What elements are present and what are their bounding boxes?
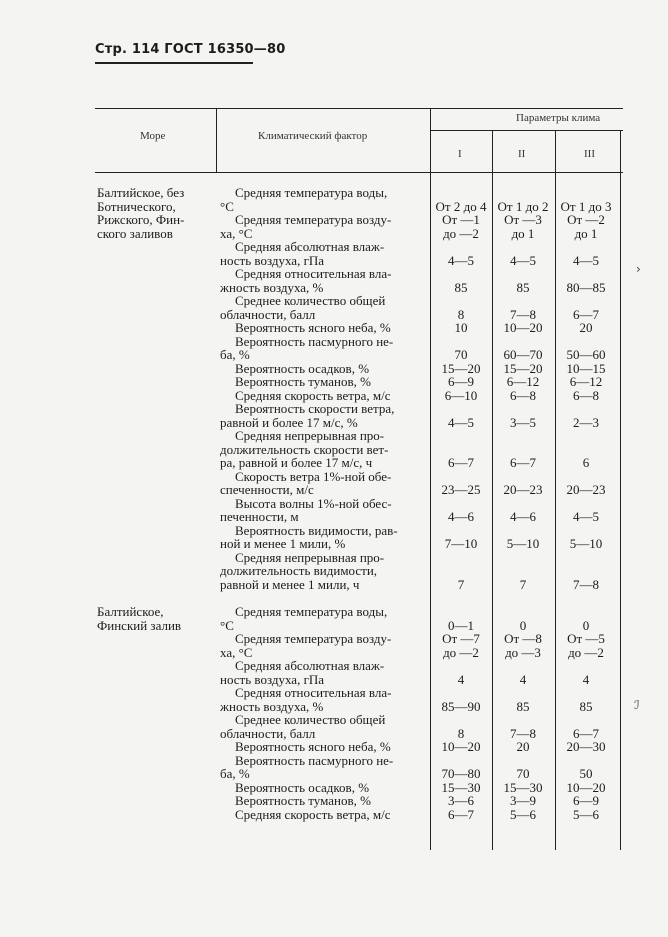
cell-line: 4 bbox=[457, 671, 465, 687]
param-value-v2 bbox=[494, 632, 552, 659]
cell-line: 5—6 bbox=[573, 806, 599, 822]
param-value-v3 bbox=[557, 200, 615, 214]
cell-line: должительность скорости вет- bbox=[220, 441, 389, 457]
column-divider-II bbox=[555, 130, 556, 850]
table-top-rule bbox=[95, 108, 623, 109]
cell-line: 15—20 bbox=[503, 360, 543, 376]
cell-line: 10—20 bbox=[441, 739, 481, 754]
cell-line: 0—1 bbox=[448, 617, 474, 633]
climate-factor bbox=[220, 794, 425, 808]
cell-line: 50—60 bbox=[566, 347, 606, 362]
cell-line: Вероятность осадков, % bbox=[235, 779, 370, 795]
param-value-v2 bbox=[494, 348, 552, 362]
cell-line: ба, % bbox=[220, 766, 250, 781]
param-value-v1 bbox=[432, 321, 490, 335]
param-value-v3 bbox=[557, 767, 615, 781]
param-value-v1 bbox=[432, 416, 490, 430]
cell-line: 10—20 bbox=[566, 779, 606, 795]
cell-line: 10 bbox=[454, 320, 468, 335]
cell-line: 60—70 bbox=[503, 347, 543, 362]
cell-line: равной и менее 1 мили, ч bbox=[220, 576, 360, 592]
param-value-v2 bbox=[494, 808, 552, 822]
cell-line: 6—8 bbox=[573, 387, 599, 403]
cell-line: От —8 bbox=[504, 631, 542, 646]
cell-line: Вероятность осадков, % bbox=[235, 360, 370, 376]
param-value-v2 bbox=[494, 537, 552, 551]
cell-line: до —2 bbox=[443, 644, 479, 660]
cell-line: 15—30 bbox=[441, 779, 481, 795]
param-value-v3 bbox=[557, 375, 615, 389]
cell-line: Средняя температура возду- bbox=[235, 631, 392, 646]
param-value-v2 bbox=[494, 321, 552, 335]
cell-line: 7—8 bbox=[573, 576, 599, 592]
cell-line: 20 bbox=[516, 739, 530, 754]
cell-line: 4—6 bbox=[448, 509, 474, 524]
param-value-v3 bbox=[557, 808, 615, 822]
param-value-v3 bbox=[557, 348, 615, 362]
cell-line: 6—12 bbox=[506, 374, 540, 389]
param-value-v2 bbox=[494, 794, 552, 808]
climate-factor bbox=[220, 808, 425, 822]
climate-factor bbox=[220, 713, 425, 740]
cell-line: ной и менее 1 мили, % bbox=[220, 536, 346, 551]
climate-factor bbox=[220, 470, 425, 497]
cell-line: 5—10 bbox=[506, 536, 540, 551]
param-value-v1 bbox=[432, 308, 490, 322]
cell-line: Среднее количество общей bbox=[235, 293, 386, 308]
page-header: Стр. 114 ГОСТ 16350—80 bbox=[95, 42, 286, 57]
cell-line: ха, °C bbox=[220, 225, 253, 241]
cell-line: 6 bbox=[582, 455, 590, 470]
cell-line: Средняя непрерывная про- bbox=[235, 549, 385, 565]
cell-line: до 1 bbox=[511, 225, 535, 241]
climate-factor bbox=[220, 213, 425, 240]
cell-line: Среднее количество общей bbox=[235, 712, 386, 727]
cell-line: Вероятность пасмурного не- bbox=[235, 333, 394, 349]
climate-factor bbox=[220, 754, 425, 781]
param-value-v1 bbox=[432, 348, 490, 362]
cell-line: От 1 до 3 bbox=[560, 198, 612, 214]
param-value-v3 bbox=[557, 537, 615, 551]
param-value-v2 bbox=[494, 740, 552, 754]
param-value-v3 bbox=[557, 483, 615, 497]
cell-line: должительность видимости, bbox=[220, 563, 378, 578]
param-value-v3 bbox=[557, 578, 615, 592]
climate-factor bbox=[220, 686, 425, 713]
param-value-v2 bbox=[494, 578, 552, 592]
column-divider-factor bbox=[430, 108, 431, 850]
cell-line: 10—20 bbox=[503, 320, 543, 335]
param-value-v3 bbox=[557, 727, 615, 741]
climate-factor bbox=[220, 294, 425, 321]
cell-line: Средняя абсолютная влаж- bbox=[235, 239, 385, 254]
param-value-v3 bbox=[557, 632, 615, 659]
param-value-v2 bbox=[494, 673, 552, 687]
margin-mark-bottom: ℐ bbox=[634, 698, 640, 712]
climate-factor bbox=[220, 402, 425, 429]
cell-line: 6—7 bbox=[448, 455, 474, 470]
param-value-v1 bbox=[432, 254, 490, 268]
param-value-v2 bbox=[494, 456, 552, 470]
climate-factor bbox=[220, 551, 425, 592]
param-value-v1 bbox=[432, 767, 490, 781]
param-value-v3 bbox=[557, 213, 615, 240]
cell-line: 7—10 bbox=[444, 536, 478, 551]
param-value-v2 bbox=[494, 781, 552, 795]
cell-line: 85 bbox=[516, 698, 530, 714]
cell-line: 4 bbox=[582, 671, 590, 687]
cell-line: 3—9 bbox=[510, 793, 536, 808]
cell-line: до —2 bbox=[568, 644, 604, 660]
param-value-v2 bbox=[494, 416, 552, 430]
cell-line: 10—15 bbox=[566, 360, 606, 376]
cell-line: 3—5 bbox=[510, 414, 536, 430]
cell-line: 6—9 bbox=[448, 374, 474, 389]
climate-factor bbox=[220, 740, 425, 754]
cell-line: до —3 bbox=[505, 644, 541, 660]
param-value-v1 bbox=[432, 456, 490, 470]
cell-line: 85 bbox=[579, 698, 593, 714]
param-value-v1 bbox=[432, 781, 490, 795]
cell-line: 20—23 bbox=[503, 482, 543, 497]
param-value-v1 bbox=[432, 700, 490, 714]
cell-line: Вероятность ясного неба, % bbox=[235, 320, 391, 335]
param-value-v1 bbox=[432, 200, 490, 214]
cell-line: 7—8 bbox=[510, 725, 536, 741]
cell-line: 7—8 bbox=[510, 306, 536, 322]
param-value-v2 bbox=[494, 389, 552, 403]
param-value-v2 bbox=[494, 375, 552, 389]
param-value-v1 bbox=[432, 537, 490, 551]
cell-line: Балтийское, bbox=[97, 604, 164, 619]
col-header-params: Параметры клима bbox=[516, 112, 601, 124]
param-value-v1 bbox=[432, 632, 490, 659]
param-value-v3 bbox=[557, 740, 615, 754]
cell-line: 15—30 bbox=[503, 779, 543, 795]
cell-line: От —7 bbox=[442, 631, 480, 646]
param-value-v2 bbox=[494, 510, 552, 524]
params-rule bbox=[431, 130, 623, 131]
param-value-v3 bbox=[557, 510, 615, 524]
cell-line: Вероятность туманов, % bbox=[235, 793, 371, 808]
param-value-v1 bbox=[432, 727, 490, 741]
param-value-v2 bbox=[494, 483, 552, 497]
param-value-v2 bbox=[494, 200, 552, 214]
param-value-v2 bbox=[494, 619, 552, 633]
climate-factor bbox=[220, 389, 425, 403]
cell-line: 4—6 bbox=[510, 509, 536, 524]
cell-line: Средняя относительная вла- bbox=[235, 266, 392, 281]
cell-line: 0 bbox=[582, 617, 590, 633]
cell-line: облачности, балл bbox=[220, 725, 316, 741]
cell-line: жность воздуха, % bbox=[220, 279, 324, 295]
col-header-sea: Море bbox=[140, 130, 166, 142]
col-header-factor: Климатический фактор bbox=[258, 130, 368, 142]
cell-line: Высота волны 1%-ной обес- bbox=[235, 495, 392, 511]
cell-line: Средняя скорость ветра, м/с bbox=[235, 806, 391, 822]
climate-factor bbox=[220, 186, 425, 213]
cell-line: 85—90 bbox=[441, 698, 481, 714]
climate-factor bbox=[220, 321, 425, 335]
column-divider-I bbox=[492, 130, 493, 850]
param-value-v2 bbox=[494, 767, 552, 781]
climate-factor bbox=[220, 267, 425, 294]
cell-line: От 2 до 4 bbox=[435, 198, 487, 214]
param-value-v3 bbox=[557, 619, 615, 633]
col-header-II: II bbox=[518, 148, 526, 160]
cell-line: Вероятность ясного неба, % bbox=[235, 739, 391, 754]
cell-line: 85 bbox=[454, 279, 468, 295]
cell-line: 4—5 bbox=[448, 252, 474, 268]
cell-line: От 1 до 2 bbox=[497, 198, 549, 214]
climate-factor bbox=[220, 605, 425, 632]
cell-line: Средняя скорость ветра, м/с bbox=[235, 387, 391, 403]
param-value-v2 bbox=[494, 362, 552, 376]
cell-line: облачности, балл bbox=[220, 306, 316, 322]
cell-line: 5—10 bbox=[569, 536, 603, 551]
cell-line: Финский залив bbox=[97, 617, 182, 633]
climate-factor bbox=[220, 429, 425, 470]
cell-line: 4—5 bbox=[573, 252, 599, 268]
cell-line: Балтийское, без bbox=[97, 185, 185, 200]
cell-line: Средняя абсолютная влаж- bbox=[235, 658, 385, 673]
param-value-v3 bbox=[557, 456, 615, 470]
cell-line: Вероятность туманов, % bbox=[235, 374, 371, 389]
param-value-v1 bbox=[432, 510, 490, 524]
climate-factor bbox=[220, 335, 425, 362]
cell-line: 50 bbox=[579, 766, 593, 781]
param-value-v1 bbox=[432, 362, 490, 376]
param-value-v1 bbox=[432, 483, 490, 497]
cell-line: Средняя температура возду- bbox=[235, 212, 392, 227]
cell-line: ха, °C bbox=[220, 644, 253, 660]
param-value-v1 bbox=[432, 213, 490, 240]
cell-line: 4—5 bbox=[573, 509, 599, 524]
climate-factor bbox=[220, 781, 425, 795]
cell-line: до —2 bbox=[443, 225, 479, 241]
cell-line: ность воздуха, гПа bbox=[220, 252, 325, 268]
cell-line: °C bbox=[220, 617, 234, 633]
table-header-rule bbox=[95, 172, 623, 173]
param-value-v2 bbox=[494, 727, 552, 741]
cell-line: 6—12 bbox=[569, 374, 603, 389]
param-value-v3 bbox=[557, 362, 615, 376]
param-value-v2 bbox=[494, 308, 552, 322]
cell-line: 8 bbox=[457, 725, 465, 741]
climate-factor bbox=[220, 362, 425, 376]
param-value-v3 bbox=[557, 700, 615, 714]
column-divider-sea bbox=[216, 108, 217, 173]
cell-line: 4—5 bbox=[510, 252, 536, 268]
cell-line: 6—10 bbox=[444, 387, 478, 403]
param-value-v3 bbox=[557, 416, 615, 430]
climate-factor bbox=[220, 375, 425, 389]
col-header-I: I bbox=[458, 148, 462, 160]
climate-factor bbox=[220, 240, 425, 267]
header-underline bbox=[95, 62, 253, 64]
cell-line: От —1 bbox=[442, 212, 480, 227]
cell-line: Ботнического, bbox=[97, 198, 176, 214]
col-header-III: III bbox=[584, 148, 595, 160]
cell-line: 80—85 bbox=[566, 279, 606, 295]
cell-line: 6—8 bbox=[510, 387, 536, 403]
cell-line: 20—30 bbox=[566, 739, 606, 754]
cell-line: 20—23 bbox=[566, 482, 606, 497]
sea-name bbox=[97, 186, 215, 240]
cell-line: жность воздуха, % bbox=[220, 698, 324, 714]
param-value-v2 bbox=[494, 254, 552, 268]
cell-line: 85 bbox=[516, 279, 530, 295]
param-value-v1 bbox=[432, 808, 490, 822]
cell-line: 8 bbox=[457, 306, 465, 322]
cell-line: 23—25 bbox=[441, 482, 481, 497]
cell-line: ра, равной и более 17 м/с, ч bbox=[220, 455, 373, 470]
cell-line: 6—7 bbox=[448, 806, 474, 822]
param-value-v1 bbox=[432, 794, 490, 808]
cell-line: равной и более 17 м/с, % bbox=[220, 414, 358, 430]
cell-line: 5—6 bbox=[510, 806, 536, 822]
cell-line: 6—9 bbox=[573, 793, 599, 808]
climate-factor bbox=[220, 659, 425, 686]
cell-line: Рижского, Фин- bbox=[97, 212, 185, 227]
cell-line: печенности, м bbox=[220, 509, 299, 524]
cell-line: Средняя относительная вла- bbox=[235, 685, 392, 700]
cell-line: 2—3 bbox=[573, 414, 599, 430]
cell-line: Средняя температура воды, bbox=[235, 185, 388, 200]
climate-factor bbox=[220, 524, 425, 551]
cell-line: 6—7 bbox=[573, 306, 599, 322]
param-value-v3 bbox=[557, 308, 615, 322]
param-value-v3 bbox=[557, 254, 615, 268]
cell-line: 20 bbox=[579, 320, 593, 335]
param-value-v3 bbox=[557, 389, 615, 403]
param-value-v1 bbox=[432, 578, 490, 592]
cell-line: От —3 bbox=[504, 212, 542, 227]
param-value-v3 bbox=[557, 794, 615, 808]
param-value-v1 bbox=[432, 375, 490, 389]
cell-line: ность воздуха, гПа bbox=[220, 671, 325, 687]
cell-line: 6—7 bbox=[510, 455, 536, 470]
margin-mark-top: › bbox=[636, 262, 641, 276]
cell-line: Средняя непрерывная про- bbox=[235, 428, 385, 443]
param-value-v3 bbox=[557, 281, 615, 295]
cell-line: спеченности, м/с bbox=[220, 482, 314, 497]
cell-line: Скорость ветра 1%-ной обе- bbox=[235, 468, 392, 484]
param-value-v1 bbox=[432, 389, 490, 403]
cell-line: 4 bbox=[519, 671, 527, 687]
cell-line: ского заливов bbox=[97, 225, 173, 241]
cell-line: Вероятность пасмурного не- bbox=[235, 752, 394, 768]
cell-line: Средняя температура воды, bbox=[235, 604, 388, 619]
sea-name bbox=[97, 605, 215, 632]
climate-factor bbox=[220, 632, 425, 659]
cell-line: ба, % bbox=[220, 347, 250, 362]
cell-line: Вероятность скорости ветра, bbox=[235, 401, 395, 416]
cell-line: 70 bbox=[516, 766, 530, 781]
param-value-v1 bbox=[432, 619, 490, 633]
param-value-v3 bbox=[557, 781, 615, 795]
param-value-v3 bbox=[557, 673, 615, 687]
cell-line: до 1 bbox=[574, 225, 598, 241]
cell-line: 70—80 bbox=[441, 766, 481, 781]
cell-line: 70 bbox=[454, 347, 468, 362]
param-value-v3 bbox=[557, 321, 615, 335]
param-value-v2 bbox=[494, 213, 552, 240]
cell-line: 4—5 bbox=[448, 414, 474, 430]
param-value-v2 bbox=[494, 700, 552, 714]
cell-line: Вероятность видимости, рав- bbox=[235, 522, 398, 538]
cell-line: От —5 bbox=[567, 631, 605, 646]
param-value-v1 bbox=[432, 673, 490, 687]
param-value-v2 bbox=[494, 281, 552, 295]
cell-line: °C bbox=[220, 198, 234, 214]
cell-line: 0 bbox=[519, 617, 527, 633]
climate-factor bbox=[220, 497, 425, 524]
cell-line: От —2 bbox=[567, 212, 605, 227]
cell-line: 6—7 bbox=[573, 725, 599, 741]
cell-line: 15—20 bbox=[441, 360, 481, 376]
param-value-v1 bbox=[432, 281, 490, 295]
cell-line: 3—6 bbox=[448, 793, 474, 808]
cell-line: 7 bbox=[519, 576, 527, 592]
cell-line: 7 bbox=[457, 576, 465, 592]
column-divider-III bbox=[620, 130, 621, 850]
param-value-v1 bbox=[432, 740, 490, 754]
